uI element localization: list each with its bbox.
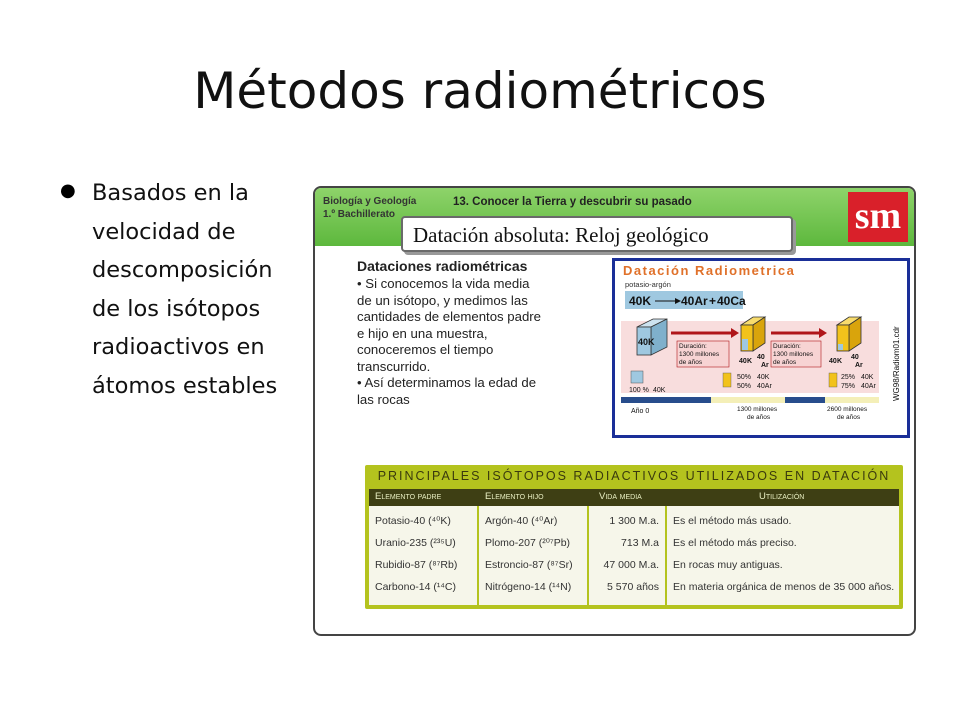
stage2-swatch (723, 373, 731, 387)
stage3-k: K (837, 358, 843, 365)
cell-use: En materia orgánica de menos de 35 000 años. (673, 581, 895, 593)
explanation-block (357, 258, 607, 408)
stage3-ar: Ar (855, 362, 863, 369)
axis-label-2-line1: 2600 millones (827, 406, 868, 413)
duration-1-line2: 1300 millones (679, 351, 720, 358)
banner-text: Datación absoluta: Reloj geológico (413, 223, 709, 247)
table-row (369, 578, 899, 598)
stage2-iso-ar: 40Ar (757, 383, 772, 390)
header-half-life: Vida media (599, 491, 642, 502)
reaction-calcium: 40Ca (717, 294, 746, 308)
header-use: Utilización (759, 491, 805, 502)
stage2-ar-mass: 40 (757, 354, 765, 361)
table-header-row (369, 489, 899, 506)
cell-half-life: 5 570 años (607, 581, 659, 593)
cell-daughter: Nitrógeno-14 (¹⁴N) (485, 581, 572, 593)
isotope-table (365, 465, 903, 609)
stage2-pct-k: 50% (737, 374, 752, 381)
stage1-swatch (631, 371, 643, 383)
diagram-subtitle: potasio-argón (625, 280, 671, 289)
stage2-ar: Ar (761, 362, 769, 369)
timeline-segment-1 (621, 397, 711, 403)
table-row (369, 556, 899, 576)
stage3-ar-mass: 40 (851, 354, 859, 361)
radiometric-diagram-svg (615, 261, 907, 435)
textbook-figure (313, 186, 916, 636)
stage1-pct: 100 % (629, 387, 649, 394)
unit-title: 13. Conocer la Tierra y descubrir su pasado (453, 196, 692, 208)
header-parent: Elemento padre (375, 491, 442, 502)
axis-label-1-line1: 1300 millones (737, 406, 778, 413)
figure-banner (401, 216, 793, 252)
axis-label-0: Año 0 (631, 408, 650, 415)
stage1-isotope: 40K (653, 387, 666, 394)
table-title: PRINCIPALES ISÓTOPOS RADIACTIVOS UTILIZADOS EN DATACIÓN (377, 469, 891, 483)
duration-2-line2: 1300 millones (773, 351, 814, 358)
table-body (369, 506, 899, 605)
reaction-daughter: 40Ar (681, 294, 708, 308)
duration-1-line3: de años (679, 359, 703, 366)
cell-parent: Rubidio-87 (⁸⁷Rb) (375, 559, 458, 571)
axis-label-1-line2: de años (747, 414, 771, 421)
stage2-iso-k: 40K (757, 374, 770, 381)
bullet-text: Basados en la velocidad de descomposición de los isótopos radioactivos en átomos estables (92, 180, 278, 399)
reaction-parent: 40K (629, 294, 652, 308)
cell-daughter: Estroncio-87 (⁸⁷Sr) (485, 559, 573, 571)
cell-half-life: 47 000 M.a. (603, 559, 659, 571)
stage3-pct-k: 25% (841, 374, 856, 381)
side-code: WG98/Radiom01.cdr (892, 326, 901, 401)
cell-daughter: Plomo-207 (²⁰⁷Pb) (485, 537, 571, 549)
bullet-dot-icon: ● (60, 180, 76, 201)
stage3-iso-k: 40K (861, 374, 874, 381)
cell-use: Es el método más usado. (673, 515, 792, 527)
header-daughter: Elemento hijo (485, 491, 544, 502)
axis-label-2-line2: de años (837, 414, 861, 421)
table-row (369, 512, 899, 532)
publisher-logo: sm (848, 192, 908, 242)
cell-parent: Uranio-235 (²³⁵U) (375, 537, 456, 549)
explanation-body: • Si conocemos la vida media de un isótopo, y medimos las cantidades de elementos padre e hijo en una muestra, conoceremos el tiempo transcurrido. • Así determinamos la edad de las rocas (357, 276, 542, 407)
table-row (369, 534, 899, 554)
cell-use: En rocas muy antiguas. (673, 559, 783, 571)
cell-use: Es el método más preciso. (673, 537, 797, 549)
stage1-cube-label: 40K (638, 337, 655, 347)
stage3-pct-ar: 75% (841, 383, 856, 390)
radiometric-diagram (612, 258, 910, 438)
stage2-k: K (747, 358, 753, 365)
timeline-segment-2 (785, 397, 825, 403)
duration-2-line3: de años (773, 359, 797, 366)
diagram-title: Datación Radiometrica (623, 263, 796, 278)
duration-2-line1: Duración: (773, 343, 801, 350)
cell-half-life: 1 300 M.a. (609, 515, 659, 527)
stage2-pct-ar: 50% (737, 383, 752, 390)
stage3-iso-ar: 40Ar (861, 383, 876, 390)
stage2-k-mass: 40 (739, 358, 747, 365)
cell-parent: Carbono-14 (¹⁴C) (375, 581, 456, 593)
stage3-k-mass: 40 (829, 358, 837, 365)
explanation-heading: Dataciones radiométricas (357, 258, 528, 274)
stage3-swatch (829, 373, 837, 387)
cell-half-life: 713 M.a (621, 537, 659, 549)
cell-parent: Potasio-40 (⁴⁰K) (375, 515, 451, 527)
duration-1-line1: Duración: (679, 343, 707, 350)
cell-daughter: Argón-40 (⁴⁰Ar) (485, 515, 558, 527)
slide-title: Métodos radiométricos (193, 62, 767, 120)
reaction-plus: + (709, 294, 717, 308)
subject-label: Biología y Geología 1.º Bachillerato (323, 196, 417, 220)
